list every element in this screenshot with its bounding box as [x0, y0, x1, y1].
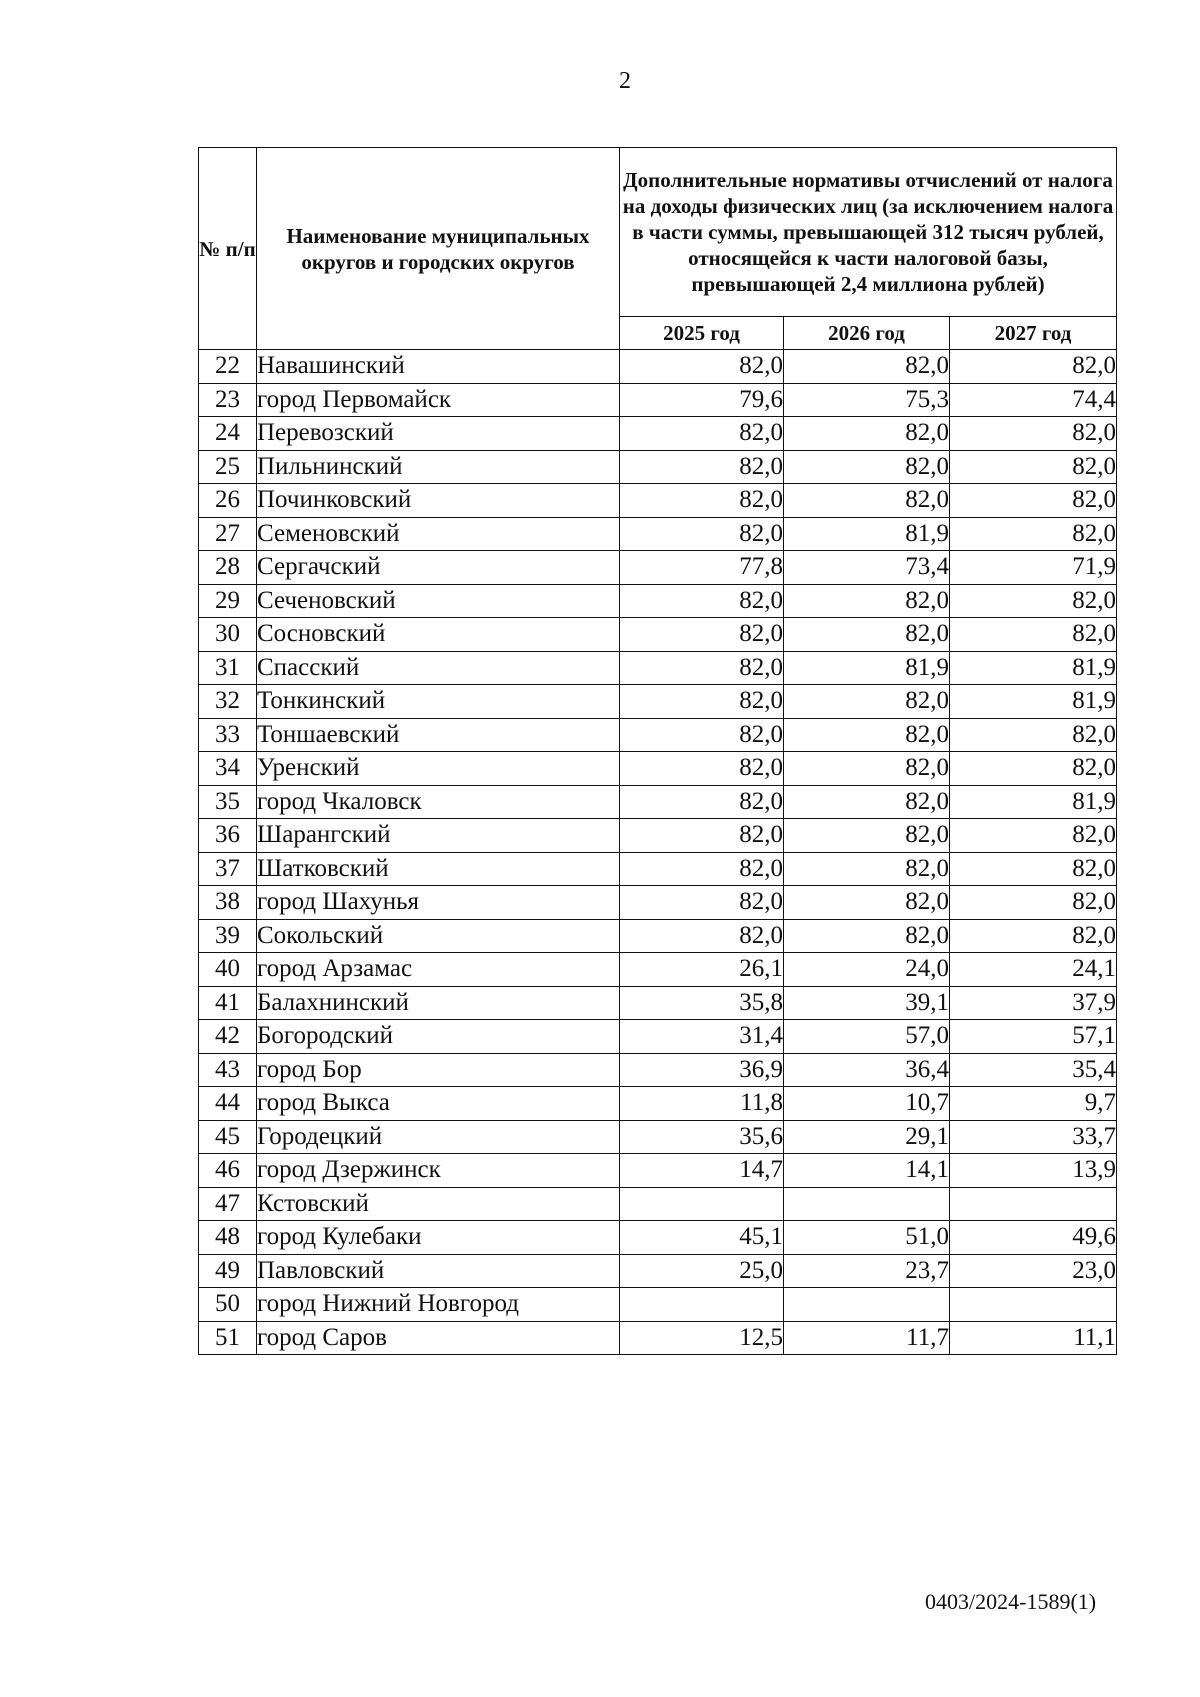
row-number: 35	[199, 785, 257, 819]
row-value-2025: 35,8	[620, 986, 784, 1020]
row-value-2027: 57,1	[950, 1020, 1117, 1054]
row-value-2027: 9,7	[950, 1087, 1117, 1121]
row-number: 25	[199, 450, 257, 484]
row-value-2026	[784, 1288, 950, 1322]
row-number: 47	[199, 1187, 257, 1221]
table-row	[199, 819, 1117, 853]
row-value-2026: 82,0	[784, 450, 950, 484]
row-value-2025	[620, 1288, 784, 1322]
header-year-2025: 2025 год	[620, 317, 784, 350]
row-name: Сосновский	[257, 618, 620, 652]
row-value-2025: 82,0	[620, 517, 784, 551]
row-value-2027: 82,0	[950, 450, 1117, 484]
row-name: Балахнинский	[257, 986, 620, 1020]
row-value-2025: 26,1	[620, 953, 784, 987]
table-row	[199, 752, 1117, 786]
row-name: Перевозский	[257, 417, 620, 451]
row-value-2027: 35,4	[950, 1053, 1117, 1087]
row-name: город Выкса	[257, 1087, 620, 1121]
row-value-2027: 82,0	[950, 618, 1117, 652]
row-value-2026: 82,0	[784, 919, 950, 953]
row-name: Шарангский	[257, 819, 620, 853]
table-row	[199, 919, 1117, 953]
row-number: 24	[199, 417, 257, 451]
row-value-2027: 82,0	[950, 517, 1117, 551]
table-header	[199, 148, 1117, 350]
row-number: 42	[199, 1020, 257, 1054]
row-value-2025: 35,6	[620, 1120, 784, 1154]
row-value-2026: 82,0	[784, 785, 950, 819]
row-name: город Дзержинск	[257, 1154, 620, 1188]
table-row	[199, 1053, 1117, 1087]
row-value-2025: 36,9	[620, 1053, 784, 1087]
row-value-2027: 82,0	[950, 417, 1117, 451]
row-name: Починковский	[257, 484, 620, 518]
document-code: 0403/2024-1589(1)	[925, 1589, 1097, 1614]
row-name: город Саров	[257, 1321, 620, 1355]
row-value-2027: 13,9	[950, 1154, 1117, 1188]
row-name: город Бор	[257, 1053, 620, 1087]
table-row	[199, 618, 1117, 652]
table-row	[199, 450, 1117, 484]
row-name: Сергачский	[257, 551, 620, 585]
row-value-2025: 82,0	[620, 919, 784, 953]
row-value-2025: 79,6	[620, 383, 784, 417]
row-value-2027	[950, 1288, 1117, 1322]
row-value-2026	[784, 1187, 950, 1221]
row-number: 50	[199, 1288, 257, 1322]
row-value-2026: 82,0	[784, 718, 950, 752]
row-value-2025: 82,0	[620, 718, 784, 752]
row-number: 31	[199, 651, 257, 685]
row-name: город Арзамас	[257, 953, 620, 987]
table-row	[199, 785, 1117, 819]
row-name: Кстовский	[257, 1187, 620, 1221]
row-name: Тоншаевский	[257, 718, 620, 752]
row-value-2025: 12,5	[620, 1321, 784, 1355]
row-value-2025: 77,8	[620, 551, 784, 585]
table-row	[199, 1288, 1117, 1322]
row-value-2026: 82,0	[784, 685, 950, 719]
row-value-2027: 82,0	[950, 886, 1117, 920]
header-number: № п/п	[199, 148, 257, 350]
row-value-2027: 49,6	[950, 1221, 1117, 1255]
row-name: город Шахунья	[257, 886, 620, 920]
row-value-2026: 14,1	[784, 1154, 950, 1188]
row-number: 46	[199, 1154, 257, 1188]
row-number: 27	[199, 517, 257, 551]
row-number: 22	[199, 350, 257, 384]
row-name: Уренский	[257, 752, 620, 786]
table-row	[199, 484, 1117, 518]
table-row	[199, 1120, 1117, 1154]
row-name: Сокольский	[257, 919, 620, 953]
row-number: 48	[199, 1221, 257, 1255]
row-name: Пильнинский	[257, 450, 620, 484]
row-number: 28	[199, 551, 257, 585]
row-number: 37	[199, 852, 257, 886]
row-value-2025: 82,0	[620, 852, 784, 886]
table-row	[199, 1087, 1117, 1121]
row-name: Семеновский	[257, 517, 620, 551]
table-row	[199, 517, 1117, 551]
row-value-2025: 82,0	[620, 752, 784, 786]
row-value-2026: 29,1	[784, 1120, 950, 1154]
row-value-2026: 82,0	[784, 618, 950, 652]
header-description: Дополнительные нормативы отчислений от налога на доходы физических лиц (за исключением налога в части суммы, превышающей 312 тысяч рублей, относящейся к части налоговой базы, превышающей 2,4 миллиона рублей)	[620, 148, 1117, 317]
table-row	[199, 953, 1117, 987]
row-value-2027: 81,9	[950, 651, 1117, 685]
row-value-2025: 82,0	[620, 618, 784, 652]
row-value-2026: 23,7	[784, 1254, 950, 1288]
row-value-2027: 11,1	[950, 1321, 1117, 1355]
row-name: Тонкинский	[257, 685, 620, 719]
table-row	[199, 886, 1117, 920]
row-number: 38	[199, 886, 257, 920]
row-value-2026: 81,9	[784, 651, 950, 685]
row-number: 39	[199, 919, 257, 953]
row-name: Городецкий	[257, 1120, 620, 1154]
row-number: 32	[199, 685, 257, 719]
row-number: 44	[199, 1087, 257, 1121]
row-value-2027: 82,0	[950, 718, 1117, 752]
table-row	[199, 383, 1117, 417]
row-value-2025: 82,0	[620, 484, 784, 518]
row-value-2025	[620, 1187, 784, 1221]
row-value-2026: 82,0	[784, 819, 950, 853]
row-value-2025: 82,0	[620, 886, 784, 920]
row-value-2026: 39,1	[784, 986, 950, 1020]
row-value-2026: 24,0	[784, 953, 950, 987]
row-value-2026: 81,9	[784, 517, 950, 551]
table-row	[199, 1221, 1117, 1255]
row-number: 41	[199, 986, 257, 1020]
row-number: 43	[199, 1053, 257, 1087]
row-name: Павловский	[257, 1254, 620, 1288]
row-value-2026: 82,0	[784, 852, 950, 886]
table-row	[199, 685, 1117, 719]
row-value-2027: 37,9	[950, 986, 1117, 1020]
row-value-2026: 36,4	[784, 1053, 950, 1087]
row-name: Богородский	[257, 1020, 620, 1054]
row-number: 40	[199, 953, 257, 987]
row-value-2025: 25,0	[620, 1254, 784, 1288]
row-value-2027: 82,0	[950, 819, 1117, 853]
row-value-2027: 82,0	[950, 852, 1117, 886]
row-value-2027: 82,0	[950, 752, 1117, 786]
row-value-2027: 81,9	[950, 685, 1117, 719]
row-value-2026: 57,0	[784, 1020, 950, 1054]
table-row	[199, 1321, 1117, 1355]
row-value-2027: 23,0	[950, 1254, 1117, 1288]
row-number: 36	[199, 819, 257, 853]
row-number: 23	[199, 383, 257, 417]
row-value-2026: 82,0	[784, 350, 950, 384]
row-value-2025: 82,0	[620, 685, 784, 719]
page-number: 2	[619, 68, 631, 94]
row-name: Сеченовский	[257, 584, 620, 618]
row-value-2025: 82,0	[620, 785, 784, 819]
table-row	[199, 584, 1117, 618]
row-value-2025: 31,4	[620, 1020, 784, 1054]
header-name: Наименование муниципальных округов и городских округов	[257, 148, 620, 350]
row-value-2026: 73,4	[784, 551, 950, 585]
row-value-2027: 24,1	[950, 953, 1117, 987]
row-value-2026: 82,0	[784, 484, 950, 518]
row-value-2025: 82,0	[620, 584, 784, 618]
row-value-2027	[950, 1187, 1117, 1221]
row-value-2026: 75,3	[784, 383, 950, 417]
table-row	[199, 1254, 1117, 1288]
row-value-2026: 82,0	[784, 584, 950, 618]
row-value-2027: 82,0	[950, 919, 1117, 953]
row-name: город Чкаловск	[257, 785, 620, 819]
row-value-2025: 82,0	[620, 417, 784, 451]
table-body	[199, 350, 1117, 1355]
row-name: город Кулебаки	[257, 1221, 620, 1255]
row-value-2025: 82,0	[620, 819, 784, 853]
table-row	[199, 852, 1117, 886]
table-row	[199, 718, 1117, 752]
row-value-2027: 71,9	[950, 551, 1117, 585]
row-number: 34	[199, 752, 257, 786]
row-number: 30	[199, 618, 257, 652]
row-number: 49	[199, 1254, 257, 1288]
row-name: город Первомайск	[257, 383, 620, 417]
table-row	[199, 417, 1117, 451]
row-value-2025: 14,7	[620, 1154, 784, 1188]
row-value-2026: 82,0	[784, 886, 950, 920]
row-value-2025: 82,0	[620, 450, 784, 484]
row-value-2027: 82,0	[950, 584, 1117, 618]
row-value-2027: 82,0	[950, 350, 1117, 384]
table-row	[199, 1154, 1117, 1188]
row-value-2027: 74,4	[950, 383, 1117, 417]
table-row	[199, 551, 1117, 585]
row-value-2026: 51,0	[784, 1221, 950, 1255]
row-value-2025: 11,8	[620, 1087, 784, 1121]
row-name: Шатковский	[257, 852, 620, 886]
row-name: город Нижний Новгород	[257, 1288, 620, 1322]
row-number: 26	[199, 484, 257, 518]
row-value-2027: 33,7	[950, 1120, 1117, 1154]
row-value-2025: 45,1	[620, 1221, 784, 1255]
row-value-2026: 82,0	[784, 752, 950, 786]
row-value-2027: 82,0	[950, 484, 1117, 518]
row-number: 29	[199, 584, 257, 618]
row-number: 51	[199, 1321, 257, 1355]
row-value-2025: 82,0	[620, 651, 784, 685]
tax-norms-table	[198, 147, 1117, 1355]
table-row	[199, 986, 1117, 1020]
row-name: Спасский	[257, 651, 620, 685]
row-value-2025: 82,0	[620, 350, 784, 384]
table-row	[199, 1187, 1117, 1221]
table-row	[199, 651, 1117, 685]
table-row	[199, 350, 1117, 384]
row-value-2026: 11,7	[784, 1321, 950, 1355]
header-year-2027: 2027 год	[950, 317, 1117, 350]
row-number: 45	[199, 1120, 257, 1154]
table-row	[199, 1020, 1117, 1054]
header-year-2026: 2026 год	[784, 317, 950, 350]
row-number: 33	[199, 718, 257, 752]
row-value-2026: 82,0	[784, 417, 950, 451]
row-name: Навашинский	[257, 350, 620, 384]
row-value-2026: 10,7	[784, 1087, 950, 1121]
row-value-2027: 81,9	[950, 785, 1117, 819]
